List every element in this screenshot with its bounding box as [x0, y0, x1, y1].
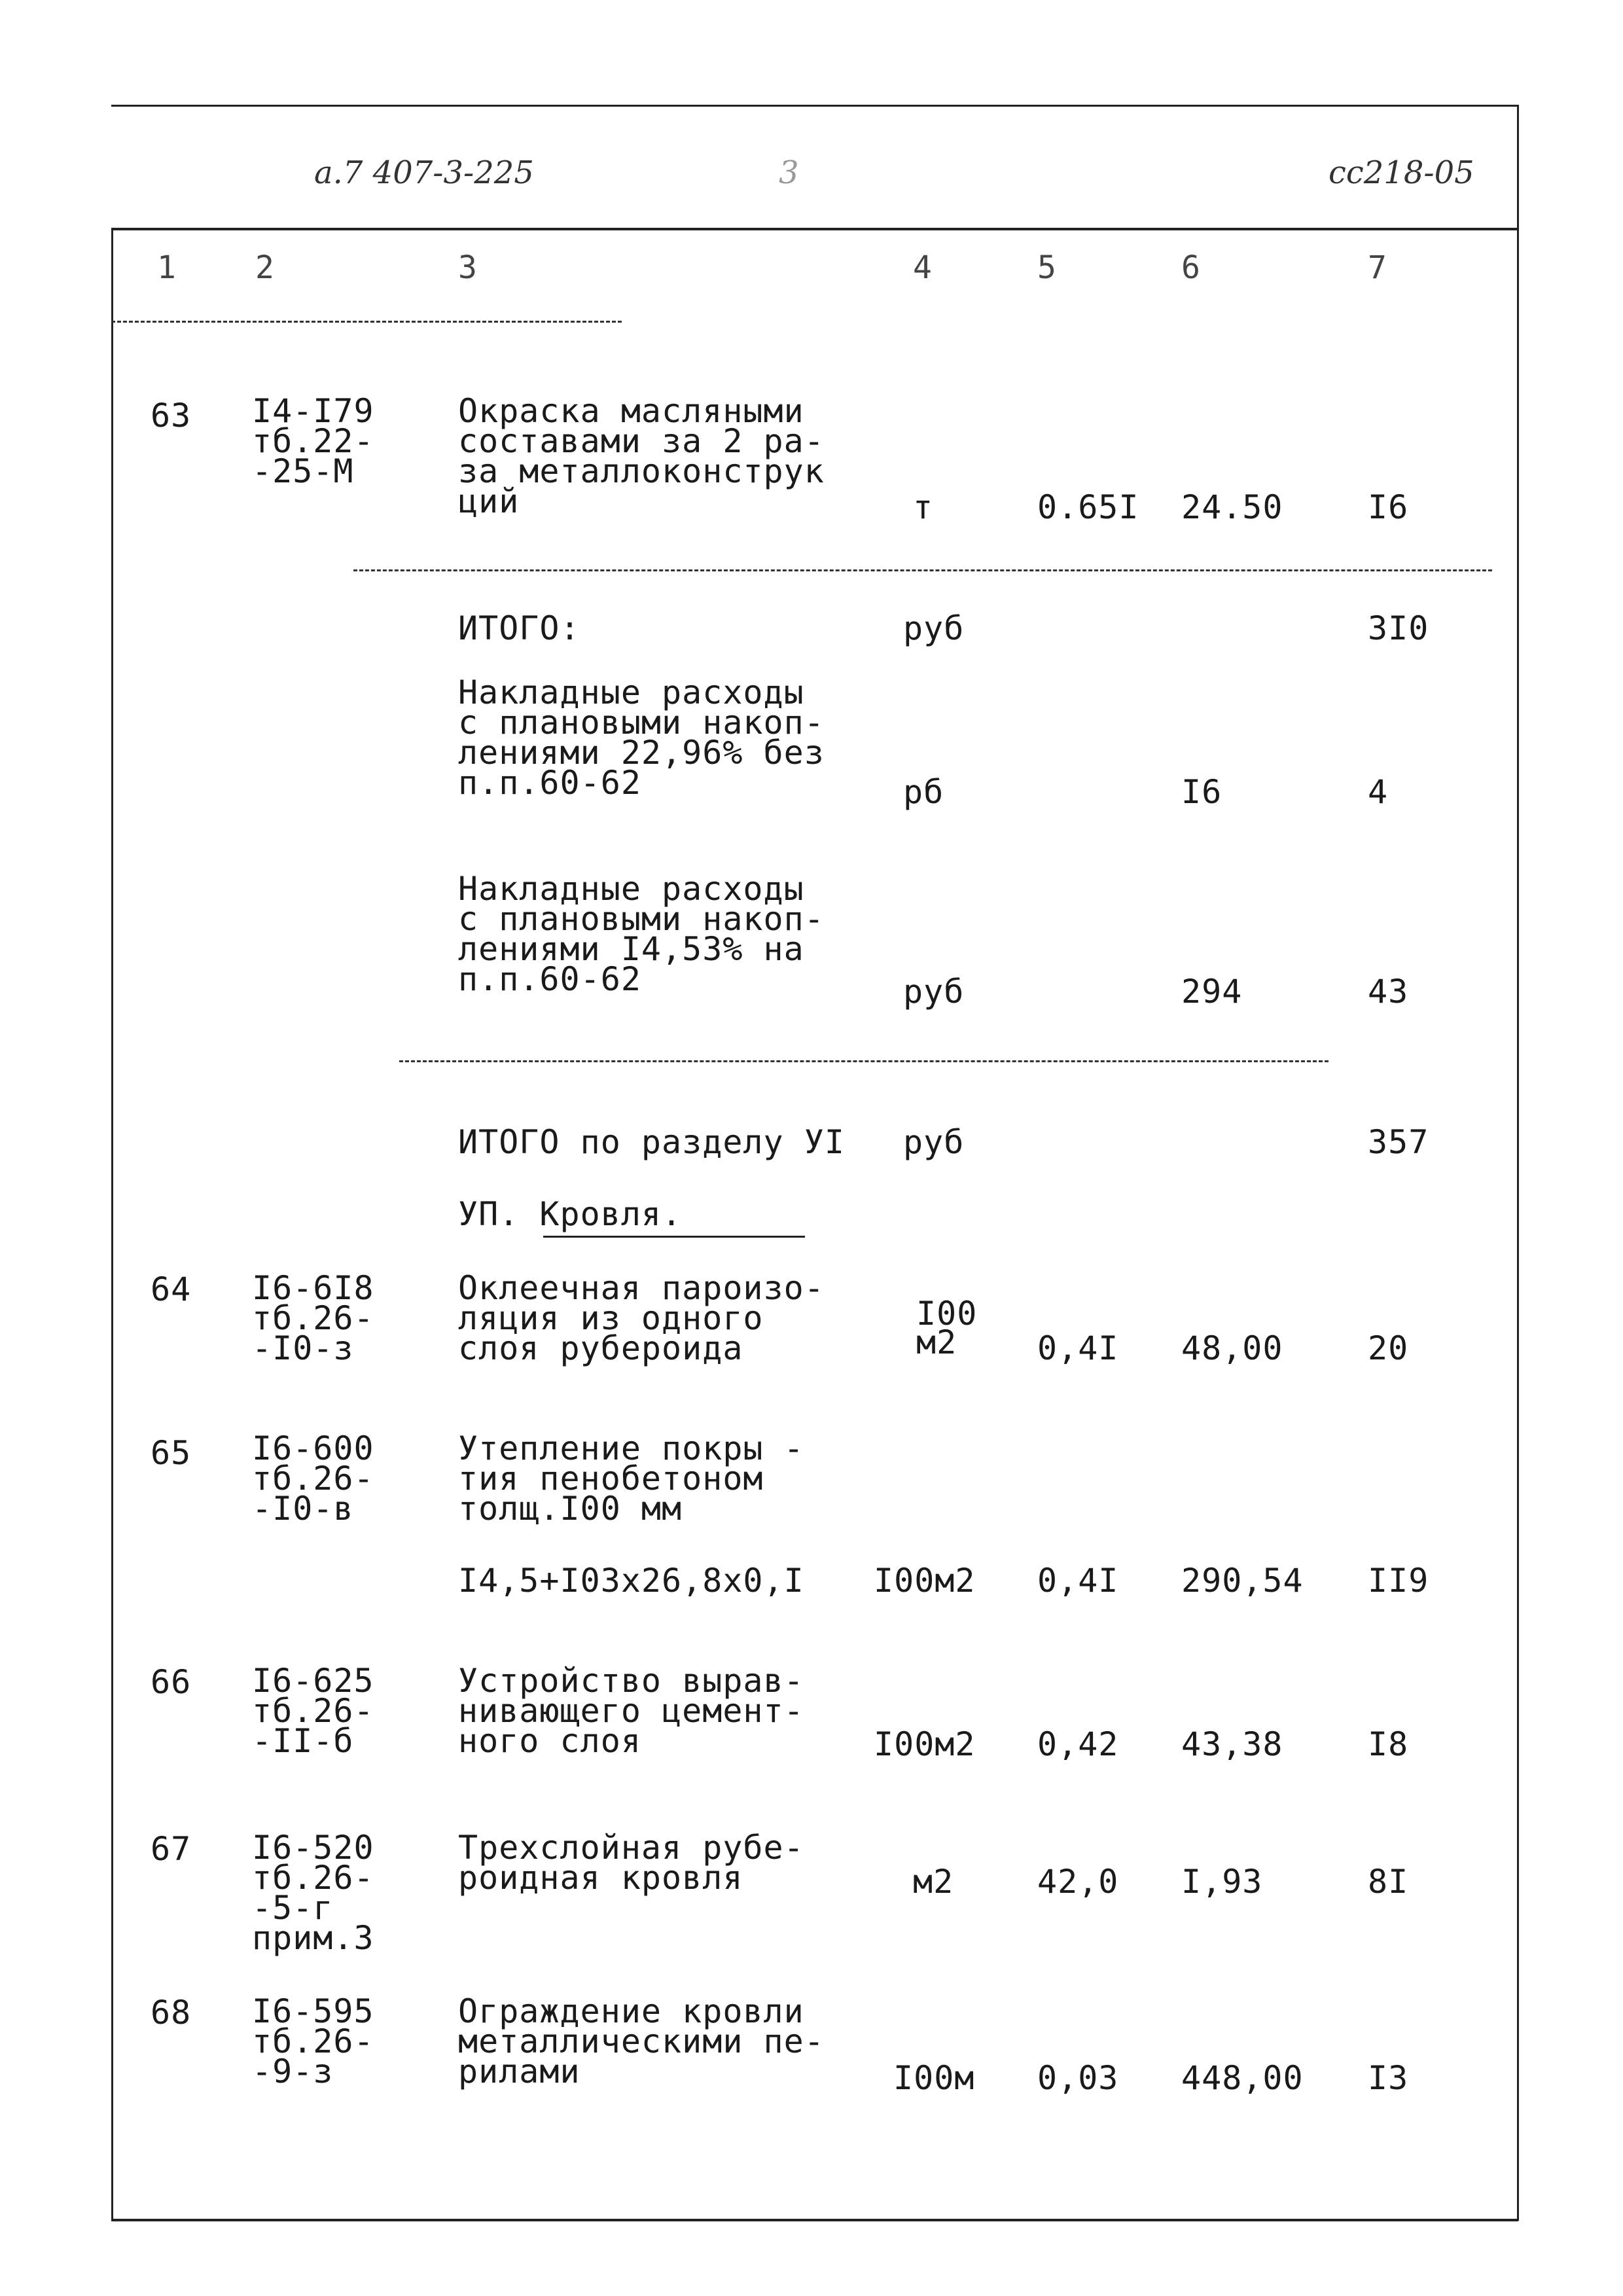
top-rule	[111, 105, 1518, 107]
section-title: УП. Кровля.	[458, 1195, 683, 1233]
section-total-label: ИТОГО по разделу УI	[458, 1123, 845, 1161]
row-68-number: 68	[151, 1994, 192, 2032]
row-66-qty: 0,42	[1037, 1725, 1119, 1763]
table-top-rule	[111, 228, 1518, 230]
overhead-divider	[399, 1060, 1329, 1062]
subtotal-unit: руб	[903, 609, 965, 647]
col-header-6: 6	[1181, 249, 1200, 286]
row-68-code: I6-595 тб.26- -9-з	[252, 1992, 374, 2090]
overhead-1-price: I6	[1181, 773, 1222, 811]
row-68-qty: 0,03	[1037, 2059, 1119, 2097]
section-total-unit: руб	[903, 1123, 965, 1161]
overhead-2-unit: руб	[903, 973, 965, 1011]
row-68-unit: I00м	[893, 2059, 975, 2097]
row-65-total: II9	[1368, 1562, 1429, 1600]
row-67-price: I,93	[1181, 1863, 1263, 1901]
row-66-total: I8	[1368, 1725, 1409, 1763]
overhead-1-description: Накладные расходы с плановыми накоп- лениями 22,96% без п.п.60-62	[458, 673, 825, 802]
row-65-unit: I00м2	[874, 1562, 976, 1600]
row-63-number: 63	[151, 397, 192, 435]
row-63-price: 24.50	[1181, 488, 1283, 526]
row-64-price: 48,00	[1181, 1329, 1283, 1367]
overhead-1-unit: рб	[903, 773, 944, 811]
section-title-underline	[543, 1236, 805, 1238]
row-63-code: I4-I79 тб.22- -25-М	[252, 392, 374, 490]
row-64-description: Оклеечная пароизо- ляция из одного слоя рубероида	[458, 1269, 825, 1367]
row-64-unit: I00 м2	[916, 1295, 978, 1361]
row-63-unit: т	[913, 488, 934, 526]
overhead-2-price: 294	[1181, 973, 1243, 1011]
row-66-unit: I00м2	[874, 1725, 976, 1763]
doc-code-left: а.7 407-3-225	[314, 154, 534, 191]
row-67-code: I6-520 тб.26- -5-г прим.3	[252, 1829, 374, 1957]
row-66-description: Устройство вырав- нивающего цемент- ного слоя	[458, 1662, 804, 1760]
col-header-5: 5	[1037, 249, 1056, 286]
row-63-total: I6	[1368, 488, 1409, 526]
row-64-total: 20	[1368, 1329, 1409, 1367]
row-66-price: 43,38	[1181, 1725, 1283, 1763]
row-68-total: I3	[1368, 2059, 1409, 2097]
header-divider	[111, 321, 622, 323]
overhead-2-description: Накладные расходы с плановыми накоп- лениями I4,53% на п.п.60-62	[458, 870, 825, 998]
row-65-formula: I4,5+I03x26,8x0,I	[458, 1562, 804, 1600]
subtotal-total: 3I0	[1368, 609, 1429, 647]
row-68-price: 448,00	[1181, 2059, 1304, 2097]
row-63-divider	[353, 569, 1492, 571]
doc-mark-mid: 3	[779, 154, 799, 191]
subtotal-label: ИТОГО:	[458, 609, 580, 647]
row-68-description: Ограждение кровли металлическими пе- рилами	[458, 1992, 825, 2090]
row-63-description: Окраска масляными составами за 2 ра- за металлоконструк ций	[458, 392, 825, 520]
col-header-3: 3	[458, 249, 477, 286]
row-65-number: 65	[151, 1434, 192, 1472]
row-64-qty: 0,4I	[1037, 1329, 1119, 1367]
doc-code-right: сс218-05	[1329, 154, 1474, 191]
col-header-4: 4	[913, 249, 932, 286]
row-64-number: 64	[151, 1270, 192, 1308]
row-67-number: 67	[151, 1830, 192, 1868]
row-64-code: I6-6I8 тб.26- -I0-з	[252, 1269, 374, 1367]
row-66-number: 66	[151, 1663, 192, 1701]
row-63-qty: 0.65I	[1037, 488, 1139, 526]
row-67-total: 8I	[1368, 1863, 1409, 1901]
row-65-qty: 0,4I	[1037, 1562, 1119, 1600]
row-66-code: I6-625 тб.26- -II-б	[252, 1662, 374, 1760]
row-67-unit: м2	[913, 1863, 954, 1901]
frame-right	[1517, 105, 1519, 2221]
row-65-code: I6-600 тб.26- -I0-в	[252, 1429, 374, 1528]
overhead-2-total: 43	[1368, 973, 1409, 1011]
row-67-description: Трехслойная рубе- роидная кровля	[458, 1829, 804, 1897]
col-header-2: 2	[255, 249, 274, 286]
row-65-description: Утепление покры - тия пенобетоном толщ.I00 мм	[458, 1429, 804, 1528]
section-total-total: 357	[1368, 1123, 1429, 1161]
row-65-price: 290,54	[1181, 1562, 1304, 1600]
frame-left	[111, 228, 113, 2221]
col-header-1: 1	[157, 249, 176, 286]
frame-bottom	[111, 2219, 1518, 2221]
row-67-qty: 42,0	[1037, 1863, 1119, 1901]
overhead-1-total: 4	[1368, 773, 1389, 811]
col-header-7: 7	[1368, 249, 1387, 286]
